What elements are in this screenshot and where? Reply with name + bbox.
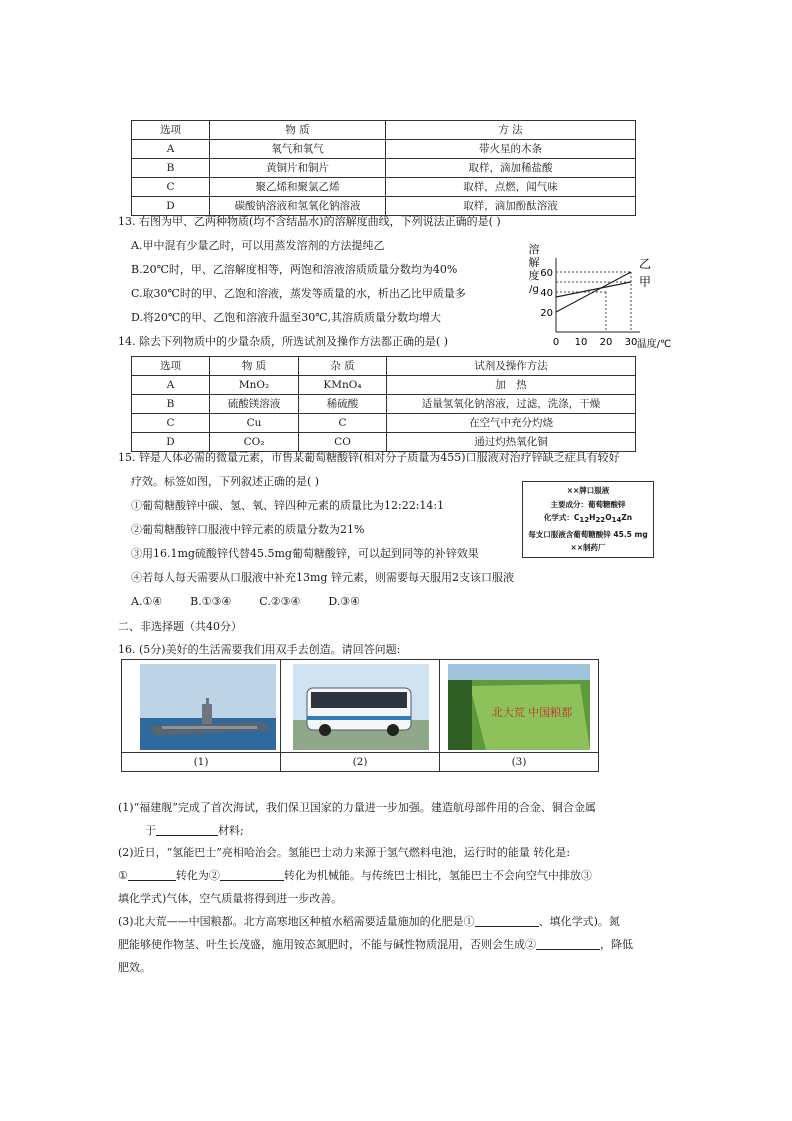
cell: 通过灼热氧化铜 xyxy=(387,433,636,452)
image-caption-2: (2) xyxy=(281,753,440,772)
series-line-jia xyxy=(556,282,631,297)
chart-ylabel-1: 溶 xyxy=(528,243,540,256)
cell: D xyxy=(132,197,210,216)
series-line-yi xyxy=(556,272,631,312)
cell: A xyxy=(132,376,210,395)
q16-part3-line1 xyxy=(118,914,620,930)
cell: 取样，点燃，闻气味 xyxy=(386,178,636,197)
answer-blank[interactable] xyxy=(475,914,539,927)
q14-table xyxy=(131,356,636,452)
text: 于 xyxy=(145,824,156,837)
x-tick-label: 30 xyxy=(624,337,638,348)
label-content: 每支口服液含葡萄糖酸锌 45.5 mg xyxy=(528,529,648,539)
series-label: 甲 xyxy=(639,275,652,289)
cell: 取样，滴加酚酞溶液 xyxy=(386,197,636,216)
col-header-method: 方 法 xyxy=(386,121,636,140)
label-formula: 化学式：C12H22O14Zn xyxy=(543,513,633,524)
cell: C xyxy=(132,414,210,433)
x-axis-label: 温度/℃ xyxy=(636,339,672,350)
cell: C xyxy=(299,414,387,433)
q14-stem: 14. 除去下列物质中的少量杂质，所选试剂及操作方法都正确的是( ) xyxy=(118,335,449,348)
cell: D xyxy=(132,433,210,452)
answer-blank[interactable] xyxy=(156,823,218,836)
q16-part3-line3: 肥效。 xyxy=(118,961,151,974)
cell: 稀硫酸 xyxy=(299,395,387,414)
q13-option-c: C.取30℃时的甲、乙饱和溶液，蒸发等质量的水，析出乙比甲质量多 xyxy=(131,287,466,300)
y-tick-label: 40 xyxy=(540,288,553,299)
q15-statement-3: ③用16.1mg硫酸锌代替45.5mg葡萄糖酸锌，可以起到同等的补锌效果 xyxy=(131,547,479,560)
cell: 加 热 xyxy=(387,376,636,395)
section-heading: 二、非选择题（共40分） xyxy=(118,620,242,633)
cell: 取样，滴加稀盐酸 xyxy=(386,159,636,178)
text: (3)北大荒——中国粮都。北方高寒地区种植水稻需要适量施加的化肥是① xyxy=(118,915,475,928)
q16-part1-line1: (1)“福建舰”完成了首次海试，我们保卫国家的力量进一步加强。建造航母部件用的合金、铜合金属 xyxy=(118,801,596,814)
text: ① xyxy=(118,869,128,882)
y-tick-label: 60 xyxy=(540,268,553,279)
table-row xyxy=(132,159,636,178)
q16-part2-line2 xyxy=(118,868,592,884)
q15-stem-1: 15. 锌是人体必需的微量元素，市售某葡萄糖酸锌(相对分子质量为455)口服液对治疗锌缺乏症具有较好 xyxy=(118,451,620,464)
cell: 适量氢氧化钠溶液，过滤，洗涤，干燥 xyxy=(387,395,636,414)
q16-part3-line2 xyxy=(118,937,633,953)
cell: Cu xyxy=(210,414,299,433)
answer-blank[interactable] xyxy=(128,868,176,881)
y-tick-label: 20 xyxy=(540,308,553,319)
q15-options: A.①④ B.①③④ C.②③④ D.③④ xyxy=(131,595,360,608)
rice-field-image xyxy=(440,660,598,752)
table-row xyxy=(132,178,636,197)
col-header-substance: 物 质 xyxy=(210,121,386,140)
cell: A xyxy=(132,140,210,159)
cell: 在空气中充分灼烧 xyxy=(387,414,636,433)
q13-stem: 13. 右图为甲、乙两种物质(均不含结晶水)的溶解度曲线，下列说法正确的是( ) xyxy=(118,215,501,228)
col-header-option: 选项 xyxy=(132,121,210,140)
chart-ylabel-4: /g xyxy=(529,284,539,295)
chart-ylabel-3: 度 xyxy=(528,269,540,282)
q16-image-table xyxy=(121,659,599,772)
cell: KMnO₄ xyxy=(299,376,387,395)
product-label xyxy=(522,481,654,558)
q13-option-a: A.甲中混有少量乙时，可以用蒸发溶剂的方法提纯乙 xyxy=(131,239,385,252)
text: 转化为机械能。与传统巴士相比，氢能巴士不会向空气中排放③ xyxy=(283,869,592,882)
cell: 带火星的木条 xyxy=(386,140,636,159)
text: 转化为② xyxy=(175,869,220,882)
cell: 黄铜片和铜片 xyxy=(210,159,386,178)
table-row xyxy=(132,376,636,395)
cell: 碳酸钠溶液和氢氧化钠溶液 xyxy=(210,197,386,216)
q16-stem: 16. (5分)美好的生活需要我们用双手去创造。请回答问题: xyxy=(118,643,401,656)
image-cell xyxy=(281,660,440,753)
col-header-impurity: 杂 质 xyxy=(299,357,387,376)
col-header-option: 选项 xyxy=(132,357,210,376)
x-tick-label: 20 xyxy=(599,337,613,348)
label-manufacturer: ××制药厂 xyxy=(570,543,606,552)
col-header-method: 试剂及操作方法 xyxy=(387,357,636,376)
q13-option-d: D.将20℃的甲、乙饱和溶液升温至30℃,其溶质质量分数均增大 xyxy=(131,311,442,324)
table-row xyxy=(132,395,636,414)
q15-stem-2: 疗效。标签如图，下列叙述正确的是( ) xyxy=(131,475,320,488)
answer-blank[interactable] xyxy=(536,937,600,950)
text: ，降低 xyxy=(600,938,633,951)
cell: CO xyxy=(299,433,387,452)
x-tick-label: 10 xyxy=(574,337,588,348)
image-cell xyxy=(440,660,599,753)
field-text: 北大荒 中国粮都 xyxy=(491,706,573,719)
q12-table xyxy=(131,120,636,216)
table-row xyxy=(132,197,636,216)
cell: C xyxy=(132,178,210,197)
aircraft-carrier-image xyxy=(122,660,280,752)
table-row xyxy=(132,414,636,433)
q16-part2-line1: (2)近日，“氢能巴士”亮相哈治会。氢能巴士动力来源于氢气燃料电池，运行时的能量 转化是: xyxy=(118,846,571,859)
q16-part2-line3: 填化学式)气体，空气质量将得到进一步改善。 xyxy=(118,892,343,905)
cell: B xyxy=(132,159,210,178)
table-row xyxy=(132,433,636,452)
text: 、填化学式)。氮 xyxy=(538,915,620,928)
label-ingredient: 主要成分：葡萄糖酸锌 xyxy=(550,499,626,509)
q15-statement-4: ④若每人每天需要从口服液中补充13mg 锌元素，则需要每天服用2支该口服液 xyxy=(131,571,514,584)
text: 肥能够使作物茎、叶生长茂盛，施用铵态氮肥时，不能与碱性物质混用，否则会生成② xyxy=(118,938,536,951)
label-brand: ××牌口服液 xyxy=(566,486,610,495)
answer-blank[interactable] xyxy=(220,868,284,881)
cell: MnO₂ xyxy=(210,376,299,395)
col-header-substance: 物 质 xyxy=(210,357,299,376)
x-tick-label: 0 xyxy=(552,337,560,348)
cell: 聚乙烯和聚氯乙烯 xyxy=(210,178,386,197)
chart-ylabel-2: 解 xyxy=(528,256,540,269)
q15-statement-2: ②葡萄糖酸锌口服液中锌元素的质量分数为21% xyxy=(131,523,365,536)
cell: CO₂ xyxy=(210,433,299,452)
q15-statement-1: ①葡萄糖酸锌中碳、氢、氧、锌四种元素的质量比为12:22:14:1 xyxy=(131,499,445,512)
q16-part1-line2 xyxy=(145,823,244,839)
cell: B xyxy=(132,395,210,414)
q13-option-b: B.20℃时，甲、乙溶解度相等，两饱和溶液溶质质量分数均为40% xyxy=(131,263,458,276)
text: 材料; xyxy=(218,824,244,837)
cell: 氧气和氧气 xyxy=(210,140,386,159)
table-row xyxy=(132,140,636,159)
solubility-chart xyxy=(520,240,672,355)
image-caption-3: (3) xyxy=(440,753,599,772)
series-label: 乙 xyxy=(639,257,652,271)
image-caption-1: (1) xyxy=(122,753,281,772)
hydrogen-bus-image xyxy=(281,660,439,752)
cell: 硫酸镁溶液 xyxy=(210,395,299,414)
image-cell xyxy=(122,660,281,753)
